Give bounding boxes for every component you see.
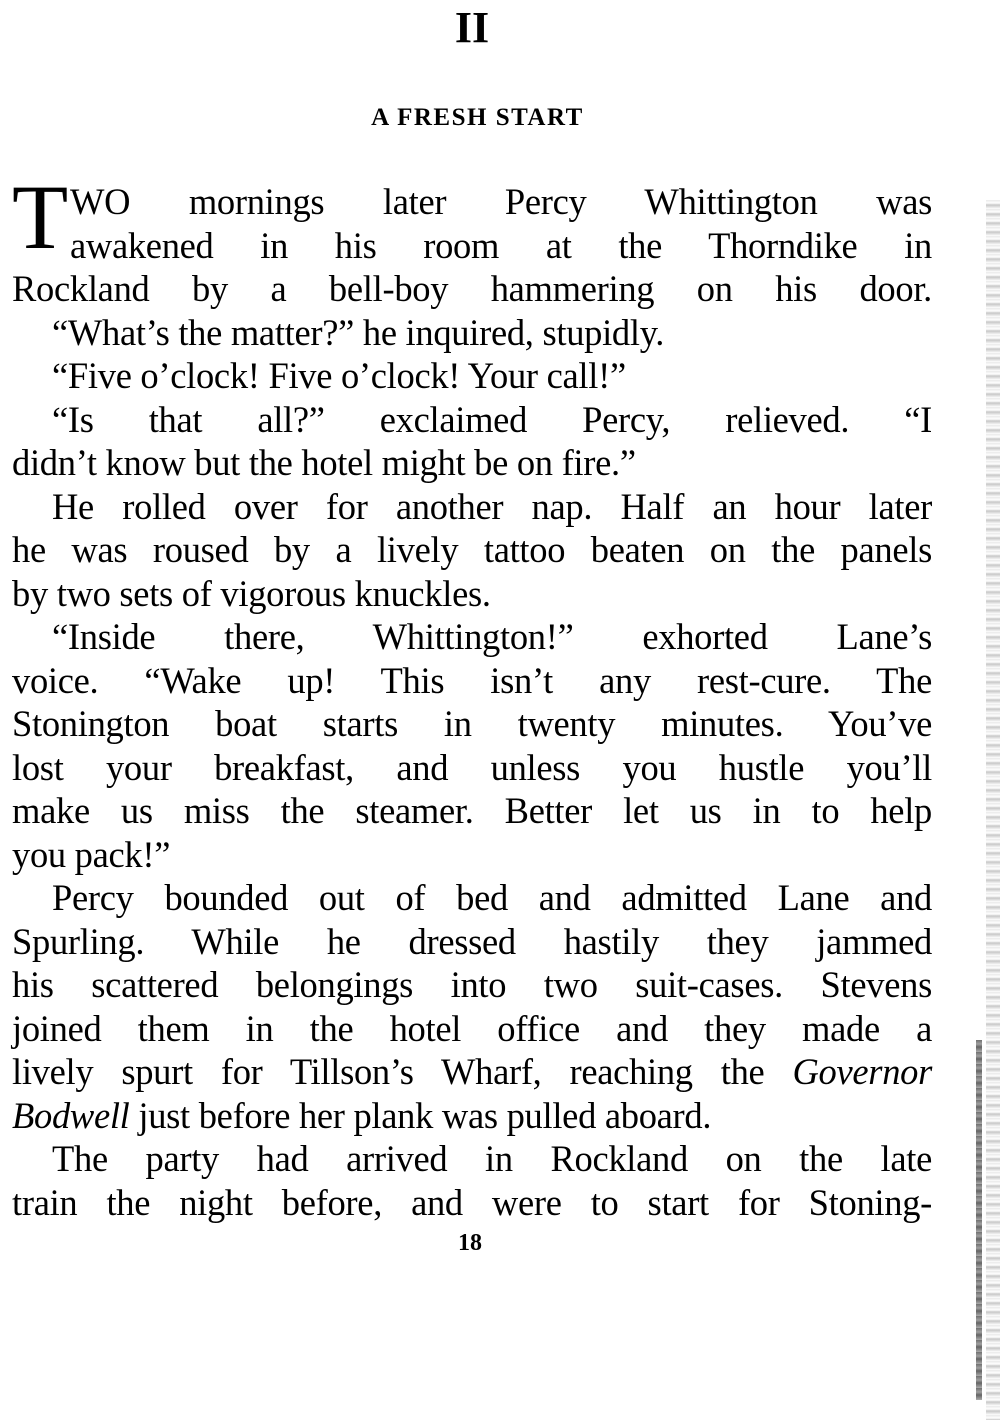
text-line: “What’s the matter?” he inquired, stupidly. — [52, 311, 665, 353]
text-line: by two sets of vigorous knuckles. — [12, 572, 491, 614]
text-line: awakened in his room at the Thorndike in — [70, 224, 932, 266]
text-line — [12, 1050, 932, 1094]
text-line: he was roused by a lively tattoo beaten on the panels — [12, 529, 932, 570]
text-line-segment: just before her plank was pulled aboard. — [138, 1094, 712, 1136]
text-line: lost your breakfast, and unless you hustle you’ll — [12, 746, 932, 788]
text-line: The party had arrived in Rockland on the late — [52, 1138, 932, 1179]
text-line: He rolled over for another nap. Half an hour later — [52, 485, 932, 527]
text-line: “Inside there, Whittington!” exhorted Lane’s — [52, 616, 932, 657]
text-line-segment: lively spurt for Tillson’s Wharf, reaching the — [12, 1051, 765, 1092]
page-number: 18 — [458, 1230, 482, 1256]
text-line: didn’t know but the hotel might be on fire.” — [12, 442, 636, 483]
chapter-number: II — [454, 3, 490, 52]
text-line: Percy bounded out of bed and admitted Lane and — [52, 877, 932, 918]
text-line: “Five o’clock! Five o’clock! Your call!” — [52, 355, 626, 396]
text-line: his scattered belongings into two suit-cases. Stevens — [12, 964, 932, 1005]
ship-name-italic: Governor — [792, 1051, 933, 1092]
ship-name-italic: Bodwell — [12, 1094, 130, 1136]
text-line: make us miss the steamer. Better let us in to help — [12, 790, 932, 831]
text-line: you pack!” — [12, 833, 171, 875]
scan-edge-mark — [976, 1040, 982, 1400]
text-line: joined them in the hotel office and they made a — [12, 1007, 932, 1049]
text-line: train the night before, and were to start for Stoning- — [12, 1181, 932, 1223]
text-line: Rockland by a bell-boy hammering on his door. — [12, 268, 932, 309]
text-line: “Is that all?” exclaimed Percy, relieved. “I — [52, 398, 932, 440]
text-line — [12, 1094, 932, 1138]
drop-cap: T — [12, 166, 68, 268]
text-line: Spurling. While he dressed hastily they jammed — [12, 920, 932, 962]
chapter-title: A FRESH START — [371, 104, 584, 131]
body-text — [12, 166, 933, 1224]
scan-edge-shadow — [986, 200, 1000, 1420]
text-line: WO mornings later Percy Whittington was — [70, 181, 932, 222]
text-line: Stonington boat starts in twenty minutes. You’ve — [12, 703, 932, 744]
text-line: voice. “Wake up! This isn’t any rest-cure. The — [12, 659, 932, 701]
